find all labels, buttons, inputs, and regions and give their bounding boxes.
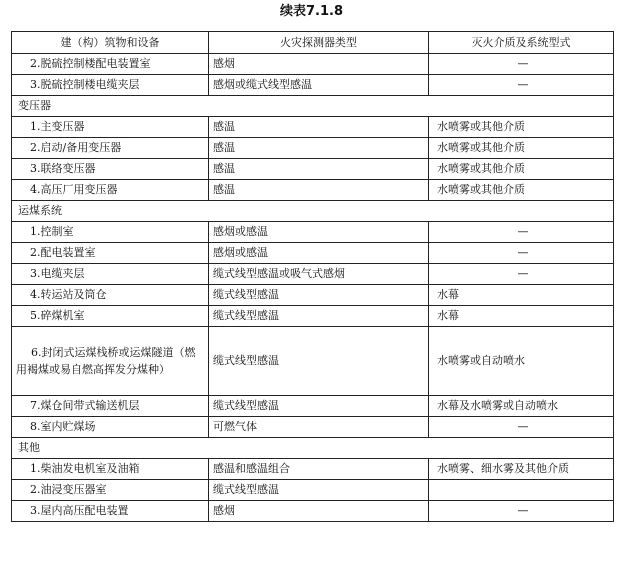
detector-type-cell: 缆式线型感温 <box>209 396 429 417</box>
building-cell: 4.高压厂用变压器 <box>12 180 209 201</box>
extinguishing-media-cell: — <box>429 54 614 75</box>
detector-type-cell: 感烟或缆式线型感温 <box>209 75 429 96</box>
extinguishing-media-cell: — <box>429 264 614 285</box>
building-cell: 3.联络变压器 <box>12 159 209 180</box>
table-row <box>12 117 614 138</box>
extinguishing-media-cell: 水喷雾、细水雾及其他介质 <box>429 459 614 480</box>
table-row <box>12 243 614 264</box>
section-row <box>12 201 614 222</box>
fire-detector-table <box>11 31 614 522</box>
table-row <box>12 54 614 75</box>
table-row <box>12 417 614 438</box>
building-cell: 3.电缆夹层 <box>12 264 209 285</box>
extinguishing-media-cell: 水喷雾或其他介质 <box>429 180 614 201</box>
extinguishing-media-cell: 水喷雾或其他介质 <box>429 138 614 159</box>
section-label: 其他 <box>12 438 614 459</box>
table-row <box>12 75 614 96</box>
detector-type-cell: 感烟 <box>209 54 429 75</box>
table-row <box>12 264 614 285</box>
detector-type-cell: 缆式线型感温或吸气式感烟 <box>209 264 429 285</box>
building-cell: 1.主变压器 <box>12 117 209 138</box>
detector-type-cell: 感温 <box>209 180 429 201</box>
building-cell: 7.煤仓间带式输送机层 <box>12 396 209 417</box>
detector-type-cell: 感温 <box>209 159 429 180</box>
table-row <box>12 159 614 180</box>
table-row <box>12 285 614 306</box>
table-row <box>12 396 614 417</box>
table-header-row <box>12 32 614 54</box>
building-cell: 8.室内贮煤场 <box>12 417 209 438</box>
building-cell: 3.脱硫控制楼电缆夹层 <box>12 75 209 96</box>
detector-type-cell: 缆式线型感温 <box>209 306 429 327</box>
header-detector-type: 火灾探测器类型 <box>209 32 429 54</box>
section-label: 运煤系统 <box>12 201 614 222</box>
table-row <box>12 222 614 243</box>
detector-type-cell: 感温和感温组合 <box>209 459 429 480</box>
extinguishing-media-cell <box>429 480 614 501</box>
table-row <box>12 138 614 159</box>
header-extinguishing-media: 灭火介质及系统型式 <box>429 32 614 54</box>
detector-type-cell: 缆式线型感温 <box>209 327 429 396</box>
extinguishing-media-cell: — <box>429 75 614 96</box>
building-cell: 2.脱硫控制楼配电装置室 <box>12 54 209 75</box>
detector-type-cell: 缆式线型感温 <box>209 480 429 501</box>
table-row <box>12 501 614 522</box>
table-title: 续表7.1.8 <box>279 4 343 19</box>
detector-type-cell: 感烟或感温 <box>209 243 429 264</box>
extinguishing-media-cell: 水幕及水喷雾或自动喷水 <box>429 396 614 417</box>
extinguishing-media-cell: 水幕 <box>429 306 614 327</box>
building-cell: 2.配电装置室 <box>12 243 209 264</box>
building-cell: 3.屋内高压配电装置 <box>12 501 209 522</box>
table-row <box>12 480 614 501</box>
detector-type-cell: 感温 <box>209 117 429 138</box>
building-cell: 4.转运站及筒仓 <box>12 285 209 306</box>
extinguishing-media-cell: — <box>429 222 614 243</box>
extinguishing-media-cell: 水喷雾或其他介质 <box>429 159 614 180</box>
section-row <box>12 96 614 117</box>
building-cell: 1.控制室 <box>12 222 209 243</box>
extinguishing-media-cell: 水幕 <box>429 285 614 306</box>
detector-type-cell: 感烟 <box>209 501 429 522</box>
table-row <box>12 180 614 201</box>
section-row <box>12 438 614 459</box>
detector-type-cell: 感烟或感温 <box>209 222 429 243</box>
table-row <box>12 327 614 396</box>
building-cell: 6.封闭式运煤栈桥或运煤隧道（燃用褐煤或易自燃高挥发分煤种） <box>12 327 209 396</box>
section-label: 变压器 <box>12 96 614 117</box>
building-cell: 2.油浸变压器室 <box>12 480 209 501</box>
building-cell: 2.启动/备用变压器 <box>12 138 209 159</box>
detector-type-cell: 缆式线型感温 <box>209 285 429 306</box>
detector-type-cell: 可燃气体 <box>209 417 429 438</box>
extinguishing-media-cell: 水喷雾或自动喷水 <box>429 327 614 396</box>
extinguishing-media-cell: — <box>429 501 614 522</box>
table-row <box>12 306 614 327</box>
extinguishing-media-cell: — <box>429 243 614 264</box>
extinguishing-media-cell: — <box>429 417 614 438</box>
table-row <box>12 459 614 480</box>
table-body <box>12 54 614 522</box>
detector-type-cell: 感温 <box>209 138 429 159</box>
building-cell: 5.碎煤机室 <box>12 306 209 327</box>
extinguishing-media-cell: 水喷雾或其他介质 <box>429 117 614 138</box>
building-cell: 1.柴油发电机室及油箱 <box>12 459 209 480</box>
header-building: 建（构）筑物和设备 <box>12 32 209 54</box>
